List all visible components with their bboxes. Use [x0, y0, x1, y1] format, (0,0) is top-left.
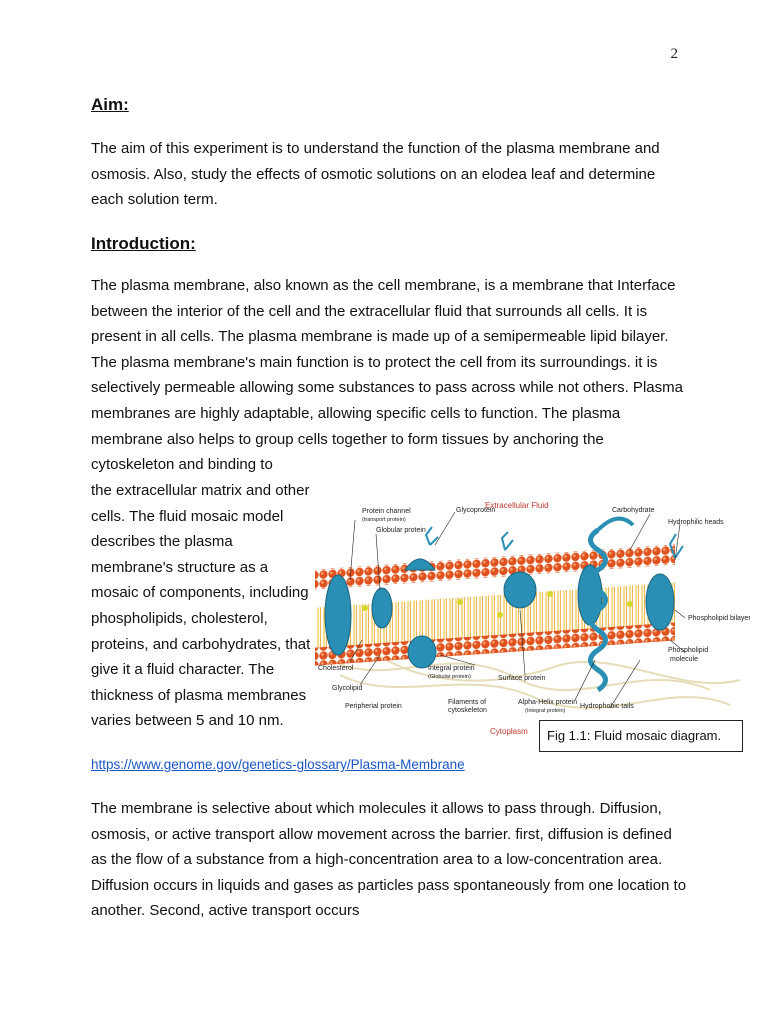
aim-heading: Aim:: [91, 95, 129, 114]
source-link[interactable]: https://www.genome.gov/genetics-glossary/Plasma-Membrane: [91, 757, 465, 772]
label-alpha-helix-sub: (Integral protein): [525, 708, 566, 714]
label-transport-protein: (transport protein): [362, 517, 406, 523]
label-glycolipid: Glycolipid: [332, 685, 363, 692]
fluid-mosaic-diagram: [310, 490, 750, 750]
label-hydrophilic-heads: Hydrophilic heads: [668, 519, 724, 526]
label-glycoprotein: Glycoprotein: [456, 507, 496, 514]
aim-paragraph: The aim of this experiment is to understand the function of the plasma membrane and osmosis. Also, study the effects of osmotic solutions on an elodea leaf and determine each solution term.: [91, 140, 660, 209]
label-protein-channel: Protein channel: [362, 508, 411, 515]
intro-paragraph-1-wrapped: the extracellular matrix and other cells. The fluid mosaic model describes the plasma membrane's structure as a mosaic of components, including phospholipids, cholesterol, proteins, and carbohydrates, that give it a fluid character. The thickness of plasma membranes varies between 5 and 10 nm.: [91, 482, 311, 730]
label-integral-protein-sub: (Globular protein): [428, 674, 471, 680]
label-phospholipid-molecule-2: molecule: [670, 656, 699, 663]
page-number: 2: [670, 46, 678, 62]
label-integral-protein: Integral protein: [428, 665, 475, 672]
label-globular-protein: Globular protein: [376, 527, 426, 534]
label-hydrophobic-tails: Hydrophobic tails: [580, 703, 634, 710]
label-cytoplasm: Cytoplasm: [490, 727, 528, 736]
intro-paragraph-2: The membrane is selective about which molecules it allows to pass through. Diffusion, osmosis, or active transport allow movement across the barrier. first, diffusion is defined as the flow of a substance from a high-concentration area to a low-concentration area. Diffusion occurs in liquids and gases as particles pass spontaneously from one location to another. Second, active transport occurs: [91, 800, 687, 920]
label-cholesterol: Cholesterol: [318, 665, 354, 672]
label-alpha-helix: Alpha-Helix protein: [518, 699, 578, 706]
label-extracellular-fluid: Extracellular Fluid: [485, 501, 549, 510]
outer-heads: [315, 544, 675, 589]
label-phospholipid-molecule: Phospholipid: [668, 647, 709, 654]
label-phospholipid-bilayer: Phospholipid bilayer: [688, 615, 750, 622]
label-surface-protein: Surface protein: [498, 675, 546, 682]
label-filaments: Filaments of: [448, 699, 487, 706]
label-peripheral-protein: Peripherial protein: [345, 703, 402, 710]
introduction-heading: Introduction:: [91, 234, 196, 253]
label-filaments-2: cytoskeleton: [448, 707, 487, 714]
label-carbohydrate: Carbohydrate: [612, 507, 655, 514]
intro-paragraph-1: The plasma membrane, also known as the cell membrane, is a membrane that Interface between the interior of the cell and the extracellular fluid that surrounds all cells. It is present in all cells. The plasma membrane is made up of a semipermeable lipid bilayer. The plasma membrane's main function is to protect the cell from its surroundings. it is selectively permeable allowing some substances to pass across while not others. Plasma membranes are highly adaptable, allowing specific cells to function. The plasma membrane also helps to group cells together to form tissues by anchoring the cytoskeleton and binding to: [91, 277, 683, 474]
figure-caption: Fig 1.1: Fluid mosaic diagram.: [539, 720, 743, 752]
